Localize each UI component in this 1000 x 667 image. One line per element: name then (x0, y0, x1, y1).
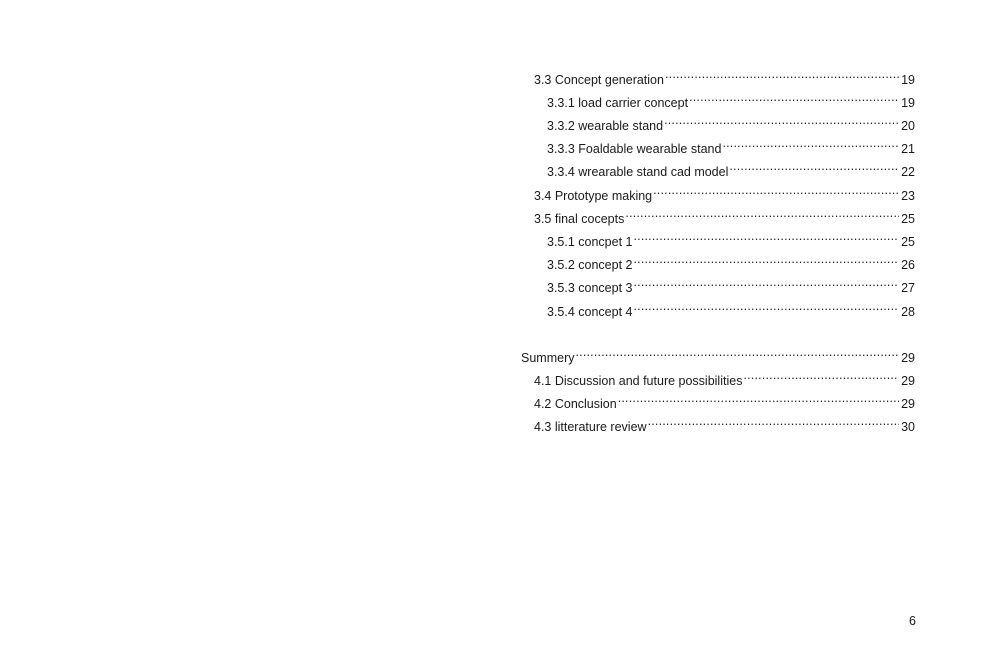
toc-entry-page: 28 (901, 305, 915, 319)
toc-entry-title: 3.3.2 wearable stand (547, 119, 664, 133)
toc-entry-title: 3.3.3 Foaldable wearable stand (547, 142, 722, 156)
dot-leader (633, 224, 899, 246)
dot-leader (729, 154, 899, 176)
dot-leader (618, 386, 899, 408)
toc-entry-3-3-4[interactable] (547, 154, 915, 179)
toc-entry-title: 4.3 litterature review (534, 420, 647, 434)
dot-leader (633, 247, 899, 269)
toc-entry-page: 27 (901, 281, 915, 295)
toc-entry-title: 3.5.1 concpet 1 (547, 235, 633, 249)
toc-entry-title: 3.5.3 concept 3 (547, 281, 633, 295)
toc-entry-title: 3.4 Prototype making (534, 189, 653, 203)
dot-leader (633, 294, 899, 316)
toc-entry-4-2[interactable] (534, 386, 915, 411)
toc-entry-3-3-3[interactable] (547, 131, 915, 156)
dot-leader (665, 62, 899, 84)
toc-entry-3-3-2[interactable] (547, 108, 915, 133)
dot-leader (653, 178, 899, 200)
toc-entry-title: 4.1 Discussion and future possibilities (534, 374, 743, 388)
toc-entry-title: 3.5 final cocepts (534, 212, 625, 226)
toc-entry-page: 25 (901, 212, 915, 226)
toc-entry-page: 21 (901, 142, 915, 156)
toc-entry-page: 22 (901, 165, 915, 179)
dot-leader (722, 131, 899, 153)
toc-entry-page: 29 (901, 397, 915, 411)
dot-leader (664, 108, 899, 130)
dot-leader (575, 340, 899, 362)
toc-entry-title: 3.3 Concept generation (534, 73, 664, 87)
toc-entry-3-5[interactable] (534, 201, 915, 226)
toc-entry-summery[interactable] (521, 340, 915, 365)
dot-leader (689, 85, 899, 107)
toc-entry-3-5-2[interactable] (547, 247, 915, 272)
toc-entry-title: 3.5.2 concept 2 (547, 258, 633, 272)
toc-entry-3-3[interactable] (534, 62, 915, 87)
toc-entry-title: 3.3.1 load carrier concept (547, 96, 689, 110)
toc-entry-title: 4.2 Conclusion (534, 397, 617, 411)
toc-entry-3-5-1[interactable] (547, 224, 915, 249)
toc-entry-title: 3.5.4 concept 4 (547, 305, 633, 319)
dot-leader (648, 409, 900, 431)
toc-entry-page: 30 (901, 420, 915, 434)
toc-entry-title: 3.3.4 wrearable stand cad model (547, 165, 729, 179)
toc-entry-page: 19 (901, 73, 915, 87)
toc-entry-page: 26 (901, 258, 915, 272)
toc-entry-3-5-3[interactable] (547, 270, 915, 295)
toc-entry-3-3-1[interactable] (547, 85, 915, 110)
toc-entry-page: 25 (901, 235, 915, 249)
dot-leader (743, 363, 899, 385)
page-number: 6 (909, 614, 916, 628)
toc-entry-3-4[interactable] (534, 178, 915, 203)
dot-leader (633, 270, 899, 292)
toc-entry-page: 29 (901, 374, 915, 388)
dot-leader (625, 201, 899, 223)
toc-entry-page: 19 (901, 96, 915, 110)
toc-entry-page: 23 (901, 189, 915, 203)
toc-entry-4-1[interactable] (534, 363, 915, 388)
toc-entry-3-5-4[interactable] (547, 294, 915, 319)
toc-entry-4-3[interactable] (534, 409, 915, 434)
toc-entry-page: 29 (901, 351, 915, 365)
toc-entry-title: Summery (521, 351, 575, 365)
toc-entry-page: 20 (901, 119, 915, 133)
